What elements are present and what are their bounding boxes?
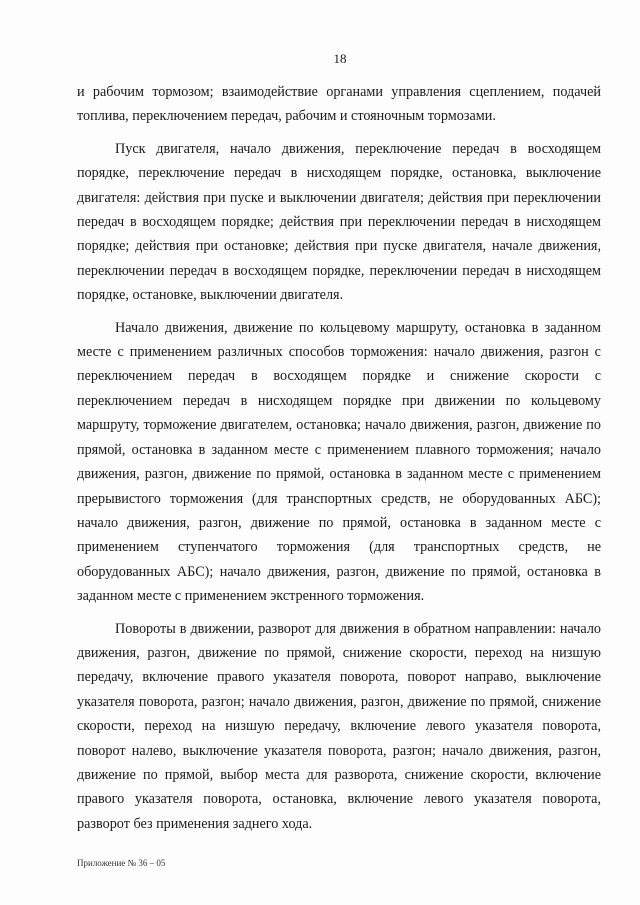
page-number: 18 <box>333 51 347 66</box>
body-text <box>77 80 601 844</box>
paragraph-continuation: и рабочим тормозом; взаимодействие органами управления сцеплением, подачей топлива, переключением передач, рабочим и стояночным тормозами. <box>77 84 601 125</box>
footer-note: Приложение № 36 – 05 <box>77 858 166 868</box>
paragraph-engine-start: Пуск двигателя, начало движения, переключение передач в восходящем порядке, переключение передач в нисходящем порядке, остановка, выключение двигателя: действия при пуске и выключении двигателя; действия при переключении передач в восходящем порядке; действия при переключении передач в нисходящем порядке; действия при остановке; действия при пуске двигателя, начале движения, переключении передач в восходящем порядке, переключении передач в нисходящем порядке, остановке, выключении двигателя. <box>77 140 601 304</box>
paragraph-braking: Начало движения, движение по кольцевому маршруту, остановка в заданном месте с применением различных способов торможения: начало движения, разгон с переключением передач в восходящем порядке и снижение скорости с переключением передач в нисходящем порядке при движении по кольцевому маршруту, торможение двигателем, остановка; начало движения, разгон, движение по прямой, остановка в заданном месте с применением плавного торможения; начало движения, разгон, движение по прямой, остановка в заданном месте с применением прерывистого торможения (для транспортных средств, не оборудованных АБС); начало движения, разгон, движение по прямой, остановка в заданном месте с применением ступенчатого торможения (для транспортных средств, не оборудованных АБС); начало движения, разгон, движение по прямой, остановка в заданном месте с применением экстренного торможения. <box>77 319 601 605</box>
paragraph-turns: Повороты в движении, разворот для движения в обратном направлении: начало движения, разгон, движение по прямой, снижение скорости, переход на низшую передачу, включение правого указателя поворота, поворот направо, выключение указателя поворота, разгон; начало движения, разгон, движение по прямой, снижение скорости, переход на низшую передачу, включение левого указателя поворота, поворот налево, выключение указателя поворота, разгон; начало движения, разгон, движение по прямой, выбор места для разворота, снижение скорости, включение правого указателя поворота, остановка, включение левого указателя поворота, разворот без применения заднего хода. <box>77 620 601 832</box>
